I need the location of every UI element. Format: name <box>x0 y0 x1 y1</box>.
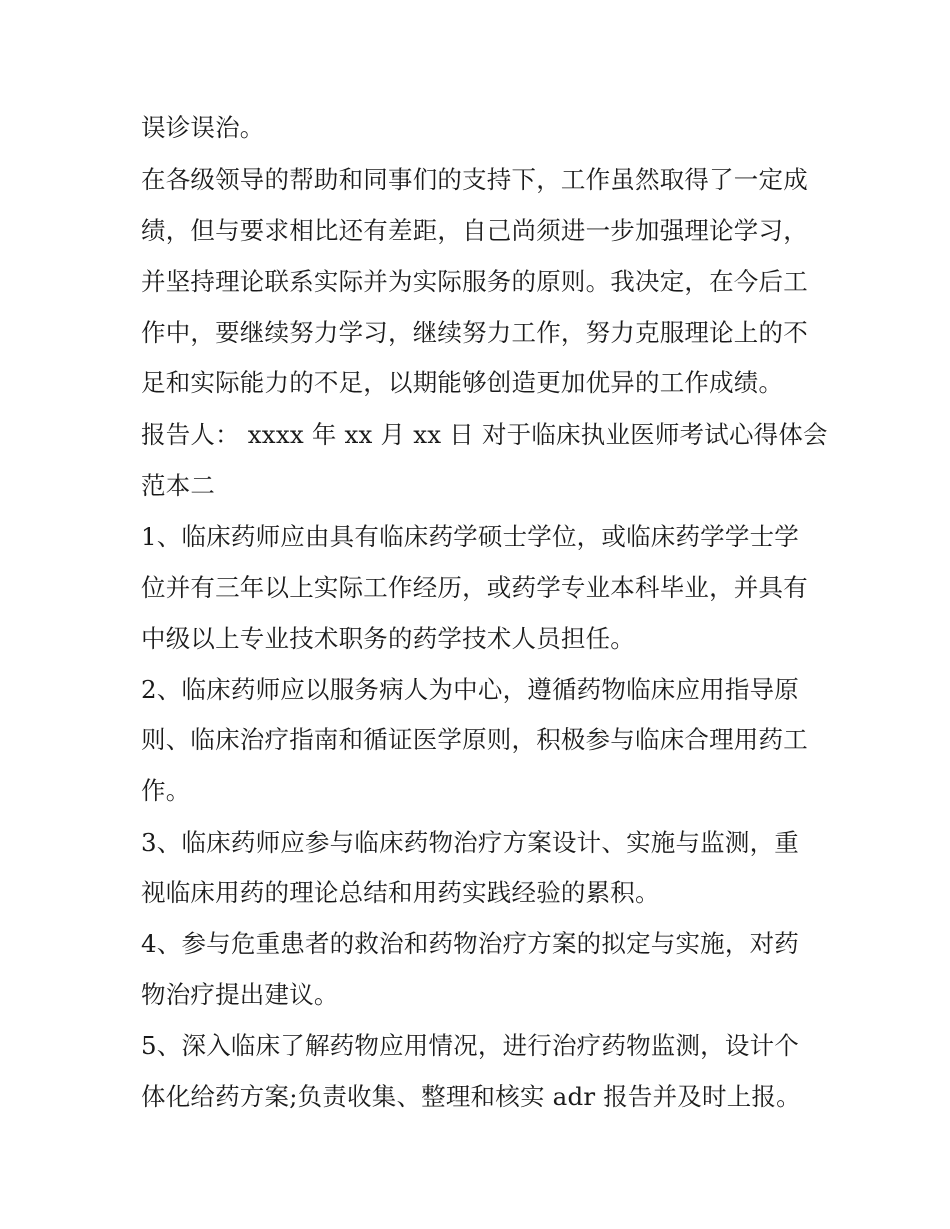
text-line: 作。 <box>141 776 191 805</box>
text-line: 绩，但与要求相比还有差距，自己尚须进一步加强理论学习， <box>141 216 808 245</box>
text-line: 4、参与危重患者的救治和药物治疗方案的拟定与实施，对药 <box>141 929 799 958</box>
text-line: 1、临床药师应由具有临床药学硕士学位，或临床药学学士学 <box>141 522 799 551</box>
text-line: 足和实际能力的不足，以期能够创造更加优异的工作成绩。 <box>141 368 784 397</box>
text-line: 中级以上专业技术职务的药学技术人员担任。 <box>141 624 635 653</box>
text-line: 3、临床药师应参与临床药物治疗方案设计、实施与监测，重 <box>141 828 799 857</box>
text-line: 位并有三年以上实际工作经历，或药学专业本科毕业，并具有 <box>141 573 808 602</box>
text-line: 视临床用药的理论总结和用药实践经验的累积。 <box>141 878 660 907</box>
signature-line: 报告人： xxxx 年 xx 月 xx 日 对于临床执业医师考试心得体会 <box>141 420 828 449</box>
text-line: 体化给药方案;负责收集、整理和核实 adr 报告并及时上报。 <box>141 1082 801 1111</box>
text-line: 并坚持理论联系实际并为实际服务的原则。我决定，在今后工 <box>141 267 808 296</box>
text-line: 2、临床药师应以服务病人为中心，遵循药物临床应用指导原 <box>141 675 799 704</box>
text-line: 物治疗提出建议。 <box>141 980 339 1009</box>
text-line: 作中，要继续努力学习，继续努力工作，努力克服理论上的不 <box>141 318 808 347</box>
text-line: 则、临床治疗指南和循证医学原则，积极参与临床合理用药工 <box>141 725 808 754</box>
section-title: 范本二 <box>141 471 216 500</box>
text-line: 误诊误治。 <box>141 113 265 142</box>
text-line: 在各级领导的帮助和同事们的支持下，工作虽然取得了一定成 <box>141 165 808 194</box>
text-line: 5、深入临床了解药物应用情况，进行治疗药物监测，设计个 <box>141 1031 799 1060</box>
